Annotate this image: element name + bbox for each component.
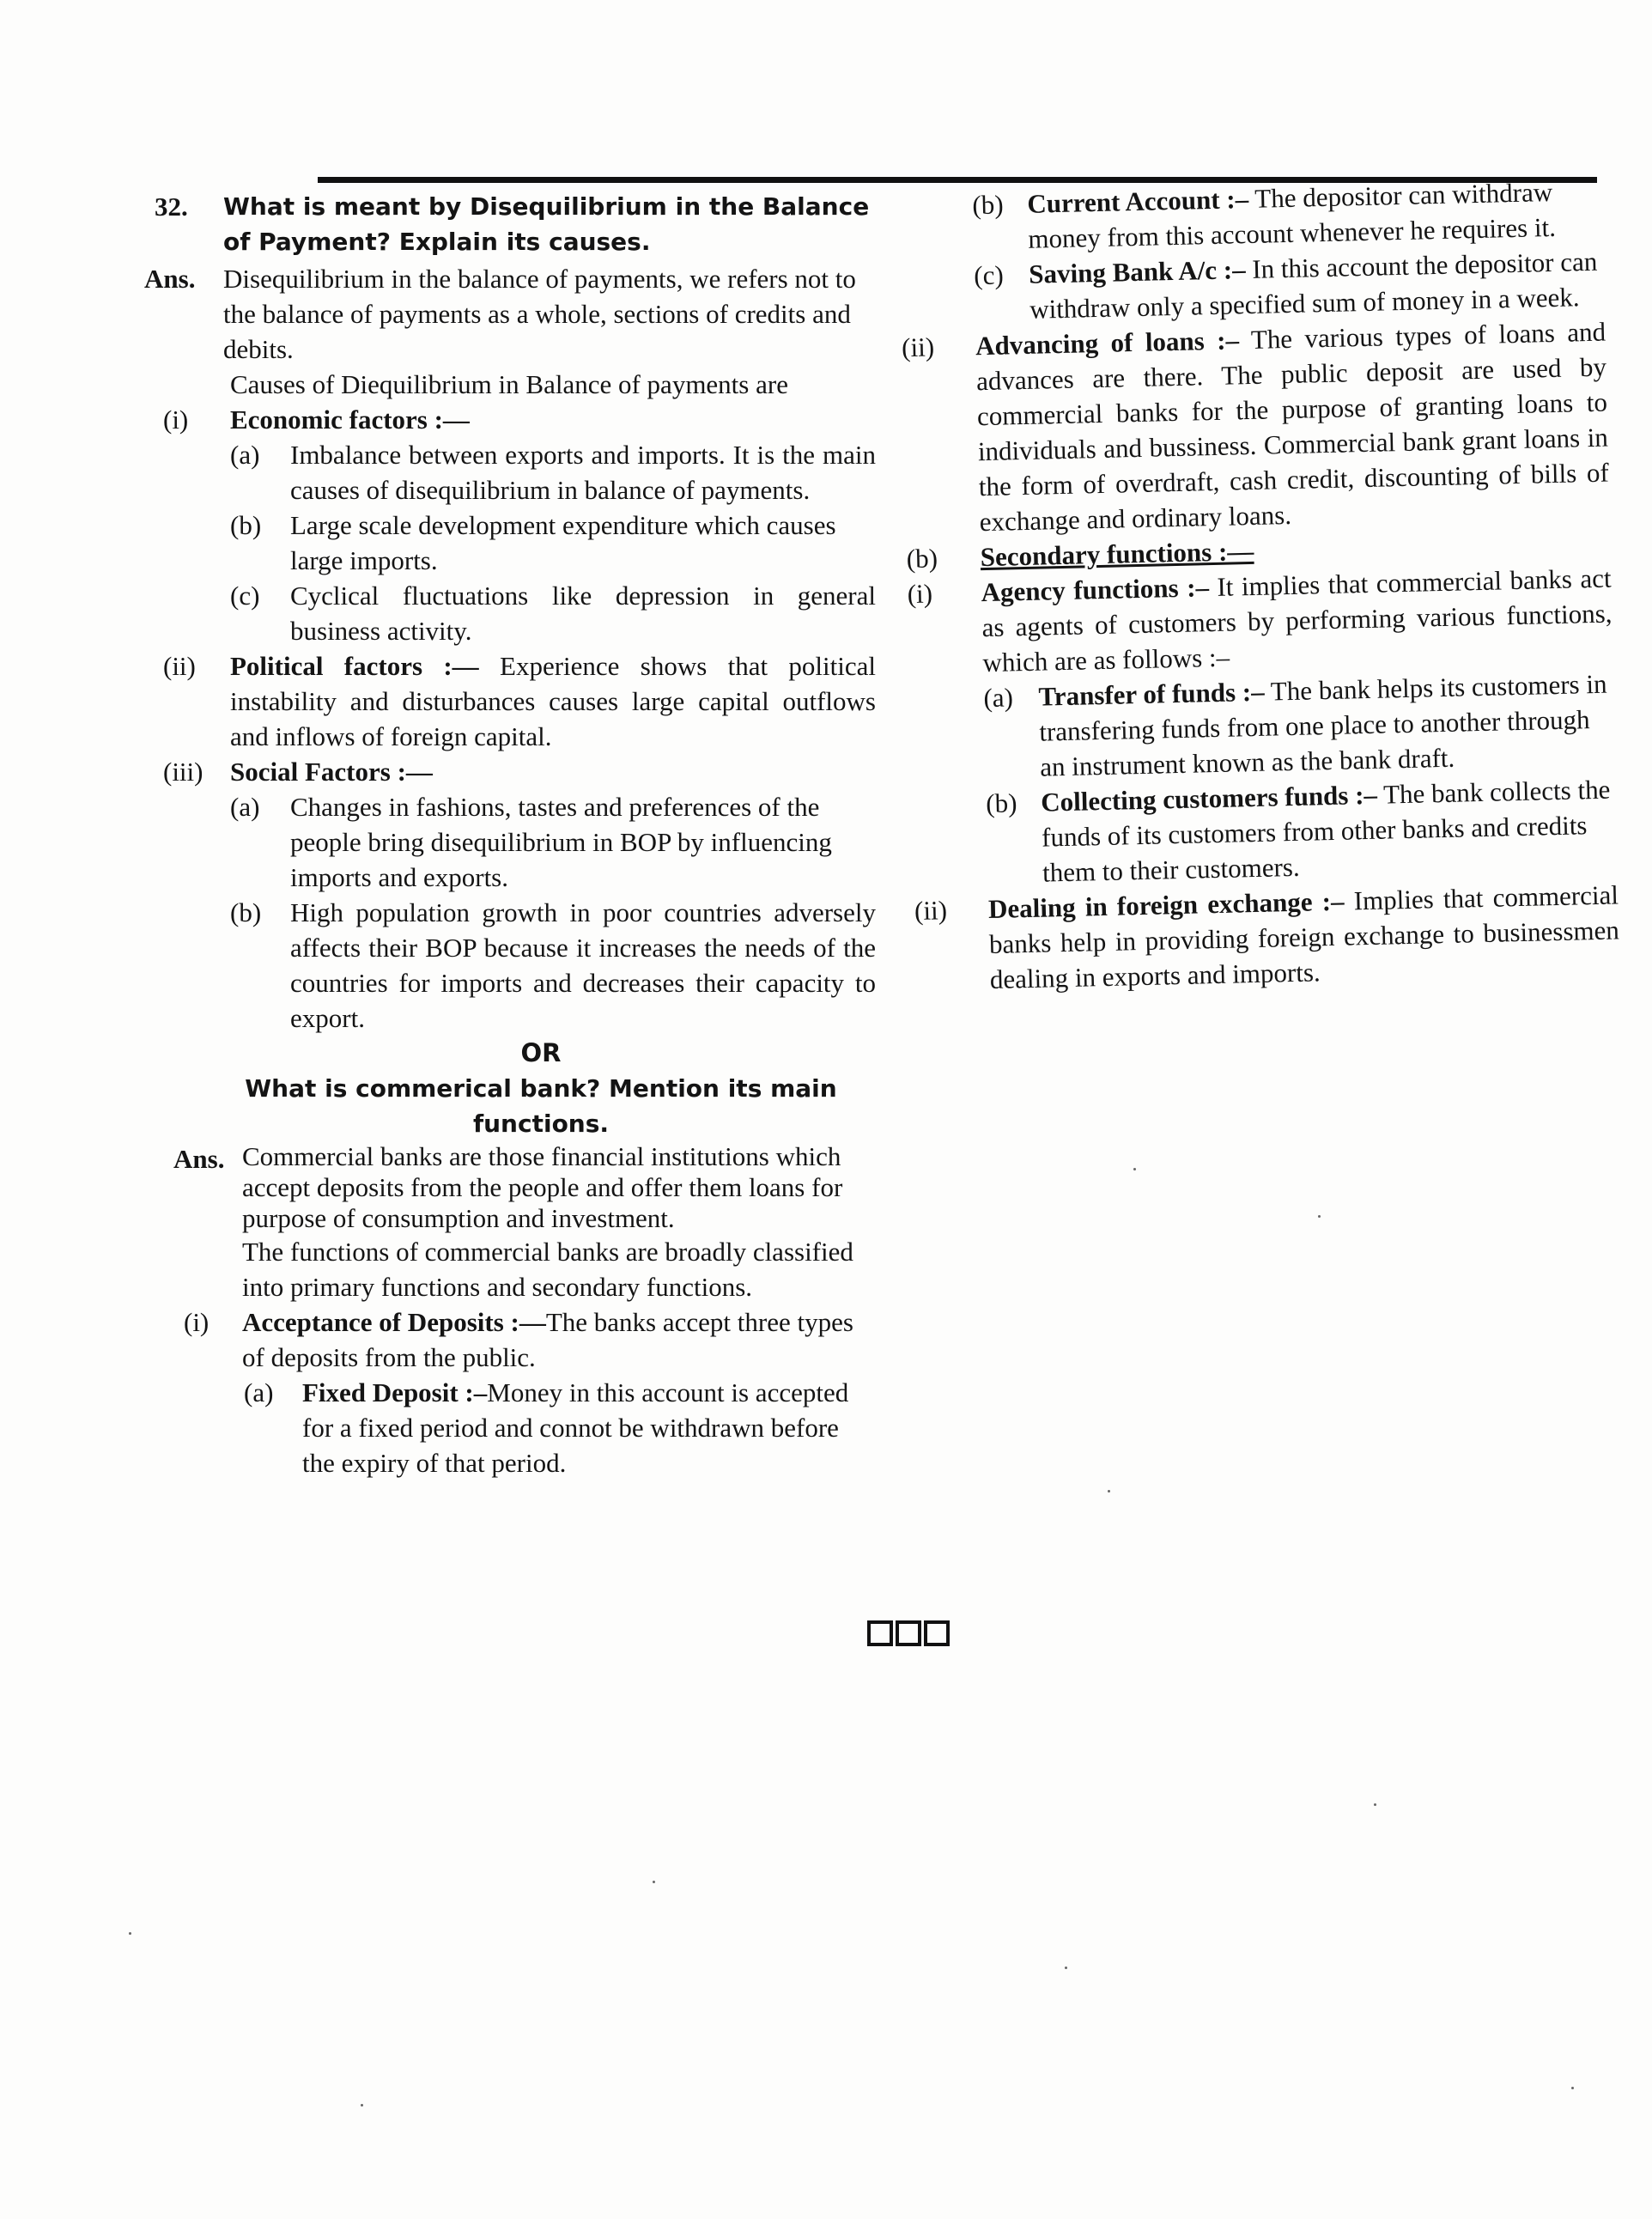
foreign-exchange <box>914 877 1621 998</box>
agency-functions <box>907 561 1613 682</box>
scan-speck <box>1065 1967 1067 1969</box>
fixed-deposit-text: Money in this account is accepted for a fixed period and connot be withdrawn before the expiry of that period. <box>302 1377 849 1478</box>
deposits-title: Acceptance of Deposits :— <box>242 1307 546 1337</box>
deposits-text: The banks accept three types of deposits from the public. <box>242 1307 853 1372</box>
list-marker: (i) <box>184 1307 210 1337</box>
social-factor-a <box>155 789 876 895</box>
list-item-text: Changes in fashions, tastes and preferences of the people bring disequilibrium in BOP by influencing imports and exports. <box>290 792 832 892</box>
loans-title: Advancing of loans :– <box>975 325 1240 362</box>
scan-speck <box>361 2104 363 2107</box>
current-account-text: The depositor can withdraw money from this account whenever he requires it. <box>1027 176 1557 254</box>
economic-factor-c <box>155 578 876 648</box>
collecting-title: Collecting customers funds :– <box>1040 779 1378 818</box>
answer-2-block <box>155 1141 876 1234</box>
social-factors <box>155 754 876 789</box>
fixed-deposit-title: Fixed Deposit :– <box>302 1377 488 1407</box>
answer-label: Ans. <box>144 264 196 294</box>
list-marker: (a) <box>244 1377 274 1407</box>
answer-label: Ans. <box>173 1144 225 1174</box>
foreign-exchange-text: Implies that commercial banks help in providing foreign exchange to businessmen dealing in exports and imports. <box>988 879 1620 995</box>
political-factors-title: Political factors :— <box>230 651 479 681</box>
list-marker: (c) <box>973 259 1005 291</box>
economic-factor-a <box>155 437 876 508</box>
saving-bank-text: In this account the depositor can withdraw only a specified sum of money in a week. <box>1029 246 1598 325</box>
advancing-loans <box>901 314 1610 541</box>
list-marker: (a) <box>983 682 1014 714</box>
list-marker: (i) <box>163 404 189 435</box>
political-factors <box>155 648 876 754</box>
scan-speck <box>1108 1490 1110 1493</box>
list-marker: (a) <box>230 792 260 822</box>
list-item-text: Imbalance between exports and imports. It is the main causes of disequilibrium in balance of payments. <box>290 440 876 505</box>
collecting-text: The bank collects the funds of its customers from other banks and credits them to their customers. <box>1041 774 1611 888</box>
scan-speck <box>1133 1168 1136 1170</box>
answer-block <box>144 261 876 367</box>
end-marker-icon <box>867 1614 952 1649</box>
scan-speck <box>1374 1803 1376 1806</box>
list-marker: (b) <box>906 543 938 575</box>
collecting-funds <box>920 771 1619 892</box>
political-factors-text: Experience shows that political instability and disturbances causes large capital outflows and inflows of foreign capital. <box>230 651 876 751</box>
list-marker: (i) <box>907 578 933 610</box>
fixed-deposit <box>155 1375 876 1480</box>
list-marker: (iii) <box>163 757 203 787</box>
loans-text: The various types of loans and advances are there. The public deposit are used by commercial banks for the purpose of granting loans to individuals and bussiness. Commercial bank grant loans in the form of overdraft, cash credit, discounting of bills of exchange and ordinary loans. <box>975 316 1610 538</box>
agency-text: It implies that commercial banks act as agents of customers by performing various functions, which are as follows :– <box>981 562 1613 678</box>
foreign-exchange-title: Dealing in foreign exchange :– <box>987 885 1345 925</box>
answer-text: Commercial banks are those financial institutions which accept deposits from the people and offer them loans for purpose of consumption and investment. <box>242 1141 843 1233</box>
saving-bank-title: Saving Bank A/c :– <box>1028 254 1246 289</box>
transfer-title: Transfer of funds :– <box>1038 676 1266 712</box>
list-marker: (b) <box>972 189 1004 221</box>
list-item-text: Large scale development expenditure which causes large imports. <box>290 510 836 575</box>
scan-speck <box>1571 2087 1574 2089</box>
question-text: What is meant by Disequilibrium in the Balance of Payment? Explain its causes. <box>223 192 870 256</box>
list-marker: (ii) <box>901 331 935 363</box>
transfer-text: The bank helps its customers in transfering funds from one place to another through an instrument known as the bank draft. <box>1038 668 1607 782</box>
current-account-title: Current Account :– <box>1027 183 1249 219</box>
economic-factors <box>155 402 876 437</box>
functions-text: The functions of commercial banks are broadly classified into primary functions and secondary functions. <box>242 1237 853 1302</box>
social-factor-b <box>155 895 876 1036</box>
list-item-text: High population growth in poor countries adversely affects their BOP because it increases the needs of the countries for imports and decreases their capacity to export. <box>290 897 876 1033</box>
transfer-of-funds <box>918 666 1616 787</box>
list-marker: (b) <box>230 897 262 927</box>
answer-text: Disequilibrium in the balance of payments, we refers not to the balance of payments as a whole, sections of credits and debits. <box>223 264 856 364</box>
scan-speck <box>1318 1215 1321 1218</box>
list-marker: (a) <box>230 440 260 470</box>
list-marker: (b) <box>985 787 1017 819</box>
secondary-functions-title: Secondary functions :— <box>980 535 1254 573</box>
economic-factor-b <box>155 508 876 578</box>
question-32 <box>155 189 876 259</box>
agency-title: Agency functions :– <box>981 572 1210 608</box>
list-marker: (ii) <box>163 651 196 681</box>
list-marker: (c) <box>230 581 260 611</box>
left-column <box>144 189 876 1480</box>
question-number: 32. <box>155 192 188 222</box>
scan-speck <box>129 1932 131 1935</box>
acceptance-of-deposits <box>155 1304 876 1375</box>
list-marker: (ii) <box>914 895 948 927</box>
causes-intro: Causes of Diequilibrium in Balance of payments are <box>230 369 788 399</box>
or-separator: OR <box>520 1038 562 1067</box>
list-item-text: Cyclical fluctuations like depression in general business activity. <box>290 581 876 646</box>
scan-speck <box>653 1881 655 1883</box>
list-marker: (b) <box>230 510 262 540</box>
right-column <box>901 173 1620 999</box>
social-factors-title: Social Factors :— <box>230 757 433 787</box>
question-alternate: What is commerical bank? Mention its main functions. <box>245 1074 837 1138</box>
economic-factors-title: Economic factors :— <box>230 404 470 435</box>
